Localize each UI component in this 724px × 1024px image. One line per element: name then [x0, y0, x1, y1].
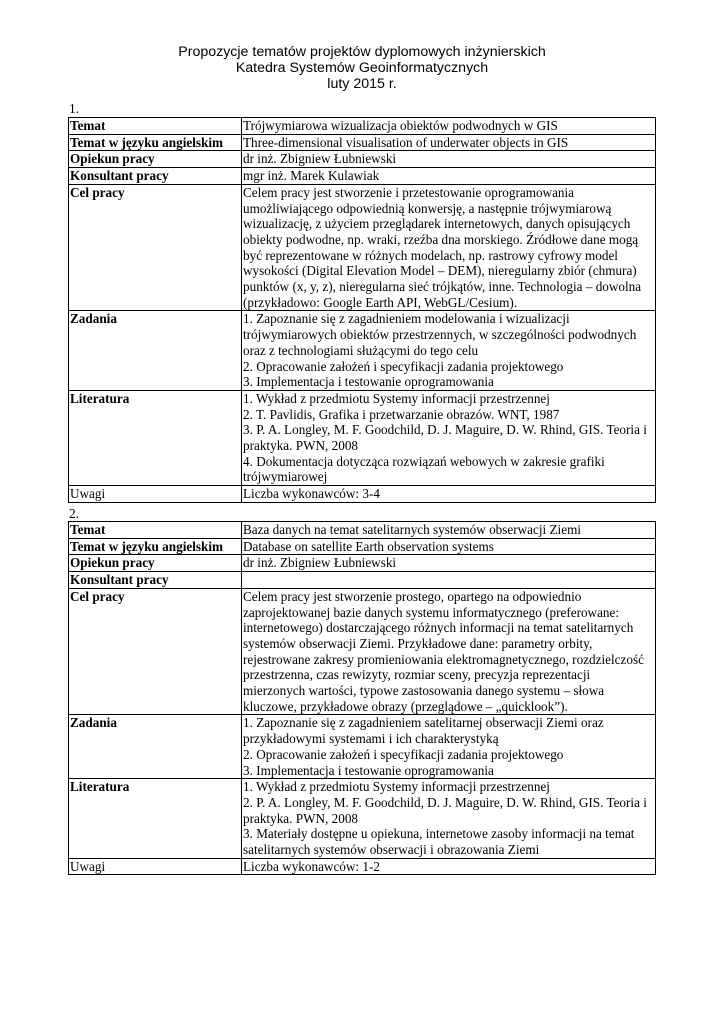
value-line: 3. Implementacja i testowanie oprogramowania: [243, 374, 494, 390]
value-line: oraz z technologiami służącymi do tego celu: [243, 342, 479, 358]
value-line: Liczba wykonawców: 1-2: [243, 858, 380, 874]
row-value: [242, 134, 656, 151]
value-line: satelitarnych systemów obserwacji i obrazowania Ziemi: [243, 842, 540, 858]
row-label: Literatura: [69, 779, 242, 859]
value-line: mgr inż. Marek Kulawiak: [243, 168, 380, 184]
value-line: praktyka. PWN, 2008: [243, 438, 359, 454]
table-row: [69, 118, 656, 135]
row-value: [242, 486, 656, 503]
table-row: [69, 715, 656, 779]
value-line: trójwymiarowych obiektów przestrzennych, w szczególności podwodnych: [243, 327, 637, 343]
row-value: [242, 555, 656, 572]
value-line: dr inż. Zbigniew Łubniewski: [243, 555, 397, 571]
table-row: [69, 486, 656, 503]
value-line: internetowego) dostarczającego różnych informacji na temat satelitarnych: [243, 620, 634, 636]
value-line: 2. Opracowanie założeń i specyfikacji zadania projektowego: [243, 746, 564, 762]
value-line: Liczba wykonawców: 3-4: [243, 486, 380, 502]
row-label: Opiekun pracy: [69, 555, 242, 572]
topic-table: [68, 521, 656, 875]
row-label: Opiekun pracy: [69, 151, 242, 168]
table-row: [69, 572, 656, 589]
row-label: Cel pracy: [69, 184, 242, 311]
value-line: wizualizację, z użyciem przeglądarek internetowych, danych opisujących: [243, 216, 631, 232]
row-value: [242, 538, 656, 555]
row-value: [242, 858, 656, 875]
table-row: [69, 134, 656, 151]
row-value: [242, 715, 656, 779]
row-label: Cel pracy: [69, 588, 242, 715]
row-value: [242, 572, 656, 589]
value-line: 2. Opracowanie założeń i specyfikacji zadania projektowego: [243, 358, 564, 374]
value-line: obiekty podwodne, np. wraki, rzeźba dna morskiego. Źródłowe dane mogą: [243, 231, 639, 247]
section-number: 1.: [69, 101, 80, 116]
value-line: (przykładowo: Google Earth API, WebGL/Cesium).: [243, 294, 518, 310]
row-value: [242, 779, 656, 859]
row-label: Temat w języku angielskim: [69, 134, 242, 151]
value-line: Celem pracy jest stworzenie prostego, opartego na odpowiednio: [243, 588, 582, 604]
table-row: [69, 555, 656, 572]
table-row: [69, 311, 656, 391]
row-value: [242, 151, 656, 168]
value-line: przestrzenna, czas rewizyty, rozmiar sceny, precyzja reprezentacji: [243, 667, 591, 683]
value-line: [243, 572, 655, 588]
value-line: Database on satellite Earth observation systems: [243, 538, 494, 554]
value-line: 1. Zapoznanie się z zagadnieniem modelowania i wizualizacji: [243, 311, 570, 327]
row-value: [242, 184, 656, 311]
value-line: być reprezentowane w różnych modelach, np. rastrowy cyfrowy model: [243, 247, 618, 263]
value-line: systemów obserwacji Ziemi. Przykładowe dane: parametry orbity,: [243, 635, 593, 651]
value-line: kluczowe, przykładowe obrazy (przeglądowe – „quicklook”).: [243, 698, 568, 714]
value-line: praktyka. PWN, 2008: [243, 810, 359, 826]
value-line: zaprojektowanej bazie danych systemu informatycznego (preferowane:: [243, 604, 620, 620]
value-line: Trójwymiarowa wizualizacja obiektów podwodnych w GIS: [243, 118, 558, 133]
value-line: punktów (x, y, z), nieregularna sieć trójkątów, inne. Technologia – dowolna: [243, 279, 642, 295]
row-label: Konsultant pracy: [69, 168, 242, 185]
topic-table: [68, 117, 656, 503]
value-line: 1. Wykład z przedmiotu Systemy informacji przestrzennej: [243, 390, 550, 406]
row-label: Konsultant pracy: [69, 572, 242, 589]
value-line: 4. Dokumentacja dotycząca rozwiązań webowych w zakresie grafiki: [243, 453, 605, 469]
table-row: [69, 858, 656, 875]
value-line: 1. Wykład z przedmiotu Systemy informacji przestrzennej: [243, 779, 550, 795]
document-header: [0, 44, 724, 92]
row-value: [242, 522, 656, 539]
table-row: [69, 168, 656, 185]
table-row: [69, 522, 656, 539]
value-line: 1. Zapoznanie się z zagadnieniem satelitarnej obserwacji Ziemi oraz: [243, 715, 604, 731]
row-label: Temat: [69, 522, 242, 539]
document-date: luty 2015 r.: [327, 76, 397, 92]
value-line: 3. P. A. Longley, M. F. Goodchild, D. J. Maguire, D. W. Rhind, GIS. Teoria i: [243, 422, 647, 438]
document-title: Propozycje tematów projektów dyplomowych inżynierskich: [178, 44, 546, 60]
row-label: Zadania: [69, 715, 242, 779]
row-label: Zadania: [69, 311, 242, 391]
section-number: 2.: [69, 506, 80, 521]
value-line: wysokości (Digital Elevation Model – DEM), nieregularny zbiór (chmura): [243, 263, 637, 279]
table-row: [69, 390, 656, 485]
value-line: Three-dimensional visualisation of underwater objects in GIS: [243, 134, 569, 150]
value-line: mierzonych wartości, typowe zastosowania danego systemu – słowa: [243, 683, 605, 699]
table-row: [69, 538, 656, 555]
row-value: [242, 588, 656, 715]
department-name: Katedra Systemów Geoinformatycznych: [235, 60, 489, 76]
value-line: umożliwiającego odpowiednią konwersję, a następnie trójwymiarową: [243, 200, 612, 216]
value-line: 3. Implementacja i testowanie oprogramowania: [243, 762, 494, 778]
row-label: Uwagi: [69, 486, 242, 503]
value-line: dr inż. Zbigniew Łubniewski: [243, 151, 397, 167]
value-line: rejestrowane zakresy promieniowania elektromagnetycznego, rozdzielczość: [243, 651, 644, 667]
row-value: [242, 390, 656, 485]
value-line: Baza danych na temat satelitarnych systemów obserwacji Ziemi: [243, 522, 581, 537]
row-value: [242, 168, 656, 185]
value-line: Celem pracy jest stworzenie i przetestowanie oprogramowania: [243, 184, 575, 200]
row-value: [242, 118, 656, 135]
row-label: Temat: [69, 118, 242, 135]
value-line: przykładowymi systemami i ich charakterystyką: [243, 731, 499, 747]
table-row: [69, 151, 656, 168]
row-label: Uwagi: [69, 858, 242, 875]
value-line: 3. Materiały dostępne u opiekuna, internetowe zasoby informacji na temat: [243, 826, 635, 842]
value-line: 2. P. A. Longley, M. F. Goodchild, D. J. Maguire, D. W. Rhind, GIS. Teoria i: [243, 794, 647, 810]
value-line: trójwymiarowej: [243, 469, 328, 485]
table-row: [69, 779, 656, 859]
value-line: 2. T. Pavlidis, Grafika i przetwarzanie obrazów. WNT, 1987: [243, 406, 560, 422]
table-row: [69, 588, 656, 715]
row-label: Temat w języku angielskim: [69, 538, 242, 555]
row-label: Literatura: [69, 390, 242, 485]
row-value: [242, 311, 656, 391]
table-row: [69, 184, 656, 311]
